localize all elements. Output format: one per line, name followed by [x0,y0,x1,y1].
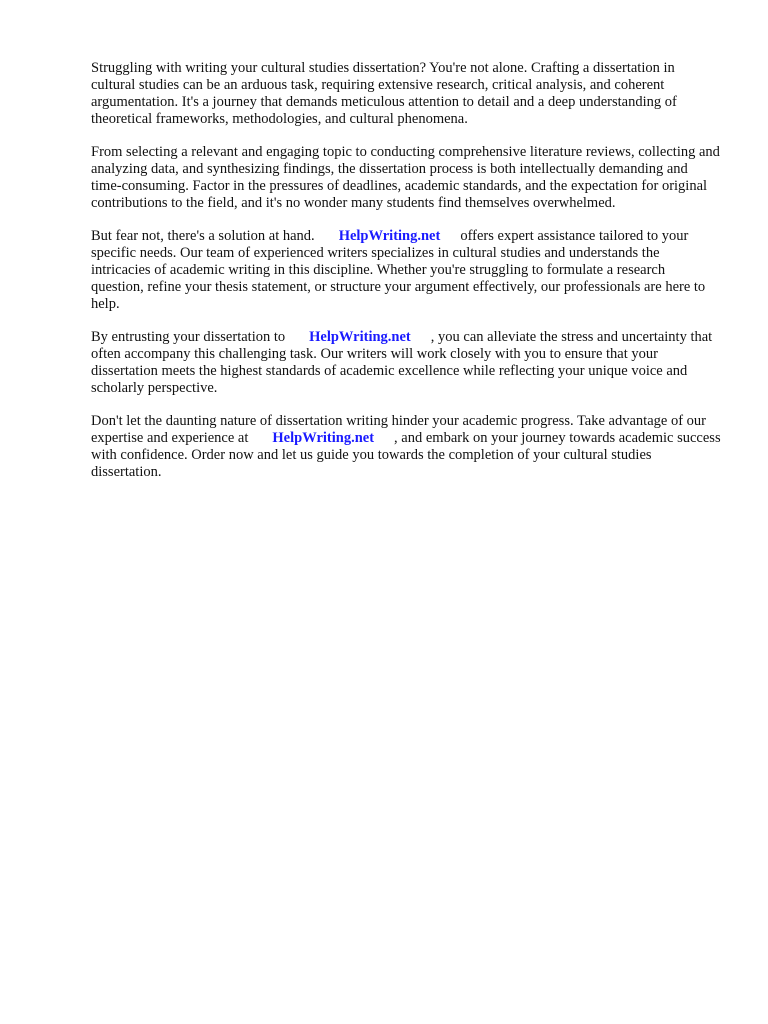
paragraph-entrusting-text-end: , you can alleviate the stress and uncertainty that often accompany this challenging task. Our writers will work closely with you to ensure that your dissertation meets the highest standards of academic excellence while reflecting your unique voice and scholarly perspective. [91,329,713,396]
paragraph-entrusting-text-start: By entrusting your dissertation to [91,329,286,345]
helpwriting-link-1[interactable]: HelpWriting.net [338,228,441,244]
paragraph-solution [91,228,721,313]
paragraph-process-text: From selecting a relevant and engaging topic to conducting comprehensive literature reviews, collecting and analyzing data, and synthesizing findings, the dissertation process is both intellectually demanding and time-consuming. Factor in the pressures of deadlines, academic standards, and the expectation for original contributions to the field, and it's no wonder many students find themselves overwhelmed. [91,144,720,211]
paragraph-intro [91,60,721,128]
paragraph-process [91,144,721,212]
paragraph-closing-text-end: , and embark on your journey towards academic success with confidence. Order now and let us guide you towards the completion of your cultural studies dissertation. [91,430,721,480]
helpwriting-link-2[interactable]: HelpWriting.net [309,329,411,345]
paragraph-closing-text-start: Don't let the daunting nature of dissertation writing hinder your academic progress. Take advantage of our expertise and experience at [91,413,706,446]
paragraph-entrusting [91,329,721,397]
helpwriting-link-3[interactable]: HelpWriting.net [272,430,375,446]
paragraph-closing [91,413,721,481]
paragraph-solution-text-start: But fear not, there's a solution at hand. [91,228,315,244]
document-page [91,60,721,497]
paragraph-intro-text: Struggling with writing your cultural studies dissertation? You're not alone. Crafting a dissertation in cultural studies can be an arduous task, requiring extensive research, critical analysis, and coherent argumentation. It's a journey that demands meticulous attention to detail and a deep understanding of theoretical frameworks, methodologies, and cultural phenomena. [91,60,677,127]
paragraph-solution-text-end: offers expert assistance tailored to your specific needs. Our team of experienced writers specializes in cultural studies and understands the intricacies of academic writing in this discipline. Whether you're struggling to formulate a research question, refine your thesis statement, or structure your argument effectively, our professionals are here to help. [91,228,706,312]
